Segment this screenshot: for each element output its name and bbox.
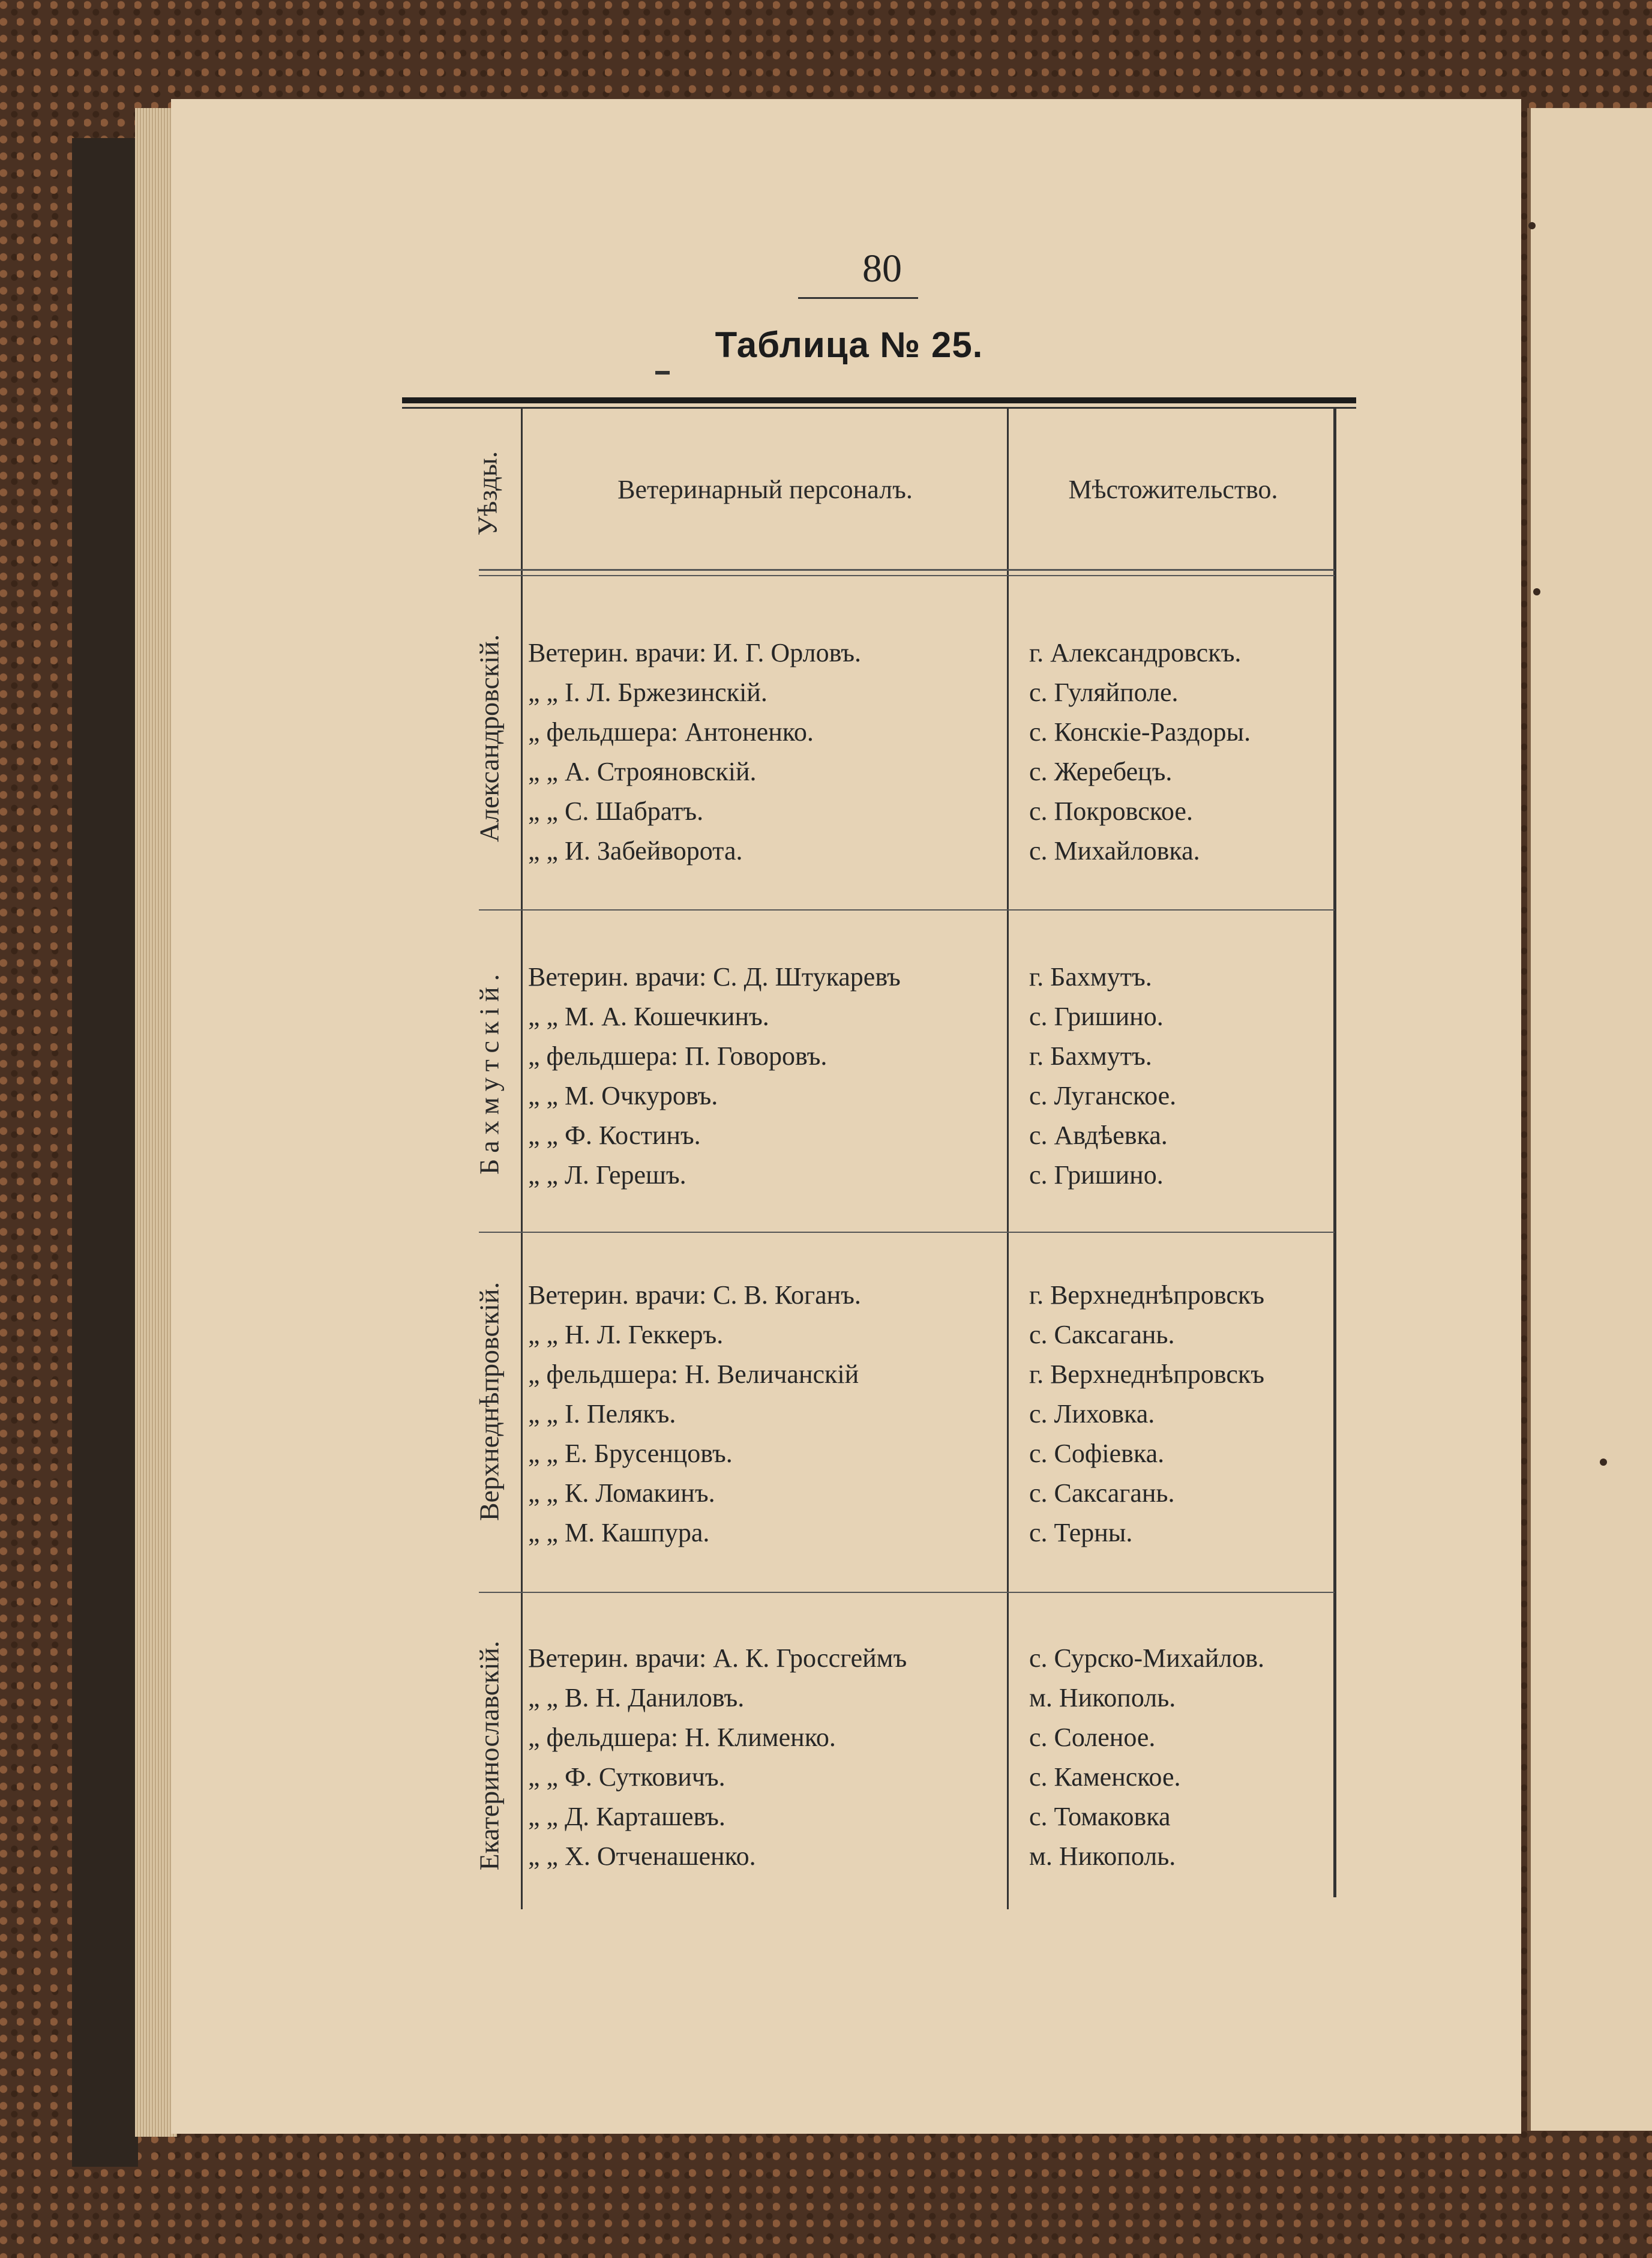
staff-entry: „ „ А. Строяновскій. bbox=[528, 757, 757, 786]
residence-entry: с. Луганское. bbox=[1029, 1081, 1177, 1110]
staff-list bbox=[528, 633, 1002, 871]
header-staff: Ветеринарный персоналъ. bbox=[617, 475, 913, 504]
table-title: Таблица № 25. bbox=[715, 325, 984, 365]
staff-entry: „ „ В. Н. Даниловъ. bbox=[528, 1683, 745, 1712]
staff-entry: „ „ М. Кашпура. bbox=[528, 1518, 710, 1547]
row-divider bbox=[479, 909, 1335, 911]
staff-entry: Ветерин. врачи: С. В. Коганъ. bbox=[528, 1280, 861, 1310]
residence-entry: г. Верхнеднѣпровскъ bbox=[1029, 1280, 1265, 1310]
staff-entry: „ „ М. Очкуровъ. bbox=[528, 1081, 718, 1110]
staff-list bbox=[528, 1639, 1002, 1876]
district-name: Верхнеднѣпровскій. bbox=[473, 1281, 505, 1522]
header-district: Уѣзды. bbox=[472, 451, 503, 536]
staff-entry: „ фельдшера: Н. Клименко. bbox=[528, 1723, 836, 1752]
residence-entry: с. Лиховка. bbox=[1029, 1399, 1155, 1429]
table-top-rule-thin bbox=[402, 407, 1356, 409]
staff-entry: „ „ Е. Брусенцовъ. bbox=[528, 1439, 733, 1468]
staff-entry: „ „ I. Пелякъ. bbox=[528, 1399, 676, 1429]
staff-entry: „ „ И. Забейворота. bbox=[528, 836, 743, 866]
header-residence: Мѣстожительство. bbox=[1068, 475, 1278, 504]
residence-entry: с. Томаковка bbox=[1029, 1802, 1171, 1831]
page-number-rule bbox=[798, 297, 918, 299]
page-mark bbox=[1600, 1459, 1607, 1466]
staff-list bbox=[528, 957, 1002, 1195]
staff-entry: „ „ Ф. Сутковичъ. bbox=[528, 1762, 725, 1792]
staff-entry: „ „ М. А. Кошечкинъ. bbox=[528, 1002, 769, 1031]
residence-list bbox=[1029, 1639, 1341, 1876]
residence-entry: г. Александровскъ. bbox=[1029, 638, 1242, 667]
staff-entry: „ фельдшера: Антоненко. bbox=[528, 717, 814, 747]
residence-entry: с. Софіевка. bbox=[1029, 1439, 1165, 1468]
residence-entry: с. Саксагань. bbox=[1029, 1478, 1175, 1508]
book-spine bbox=[72, 138, 138, 2167]
row-divider bbox=[479, 1592, 1335, 1593]
staff-entry: „ „ Х. Отченашенко. bbox=[528, 1841, 756, 1871]
column-divider bbox=[1007, 409, 1009, 1909]
staff-entry: „ „ Л. Герешъ. bbox=[528, 1160, 686, 1190]
residence-entry: г. Бахмутъ. bbox=[1029, 962, 1152, 992]
staff-entry: „ „ Ф. Костинъ. bbox=[528, 1121, 701, 1150]
staff-entry: „ „ С. Шабратъ. bbox=[528, 796, 704, 826]
page-mark bbox=[1528, 222, 1536, 229]
residence-list bbox=[1029, 633, 1341, 871]
residence-entry: с. Сурско-Михайлов. bbox=[1029, 1643, 1265, 1673]
residence-entry: г. Верхнеднѣпровскъ bbox=[1029, 1359, 1265, 1389]
district-name: Екатеринославскій. bbox=[473, 1640, 505, 1871]
page-number: 80 bbox=[862, 247, 902, 291]
district-name: Бахмутскій. bbox=[473, 968, 505, 1175]
residence-entry: г. Бахмутъ. bbox=[1029, 1041, 1152, 1071]
page-mark bbox=[1533, 588, 1540, 595]
staff-entry: Ветерин. врачи: А. К. Гроссгеймъ bbox=[528, 1643, 907, 1673]
residence-entry: с. Терны. bbox=[1029, 1518, 1133, 1547]
staff-list bbox=[528, 1275, 1002, 1553]
header-divider-thin bbox=[479, 575, 1335, 576]
staff-entry: „ фельдшера: П. Говоровъ. bbox=[528, 1041, 828, 1071]
facing-page bbox=[1527, 108, 1652, 2131]
staff-entry: Ветерин. врачи: С. Д. Штукаревъ bbox=[528, 962, 901, 992]
title-dash bbox=[655, 371, 670, 375]
residence-entry: с. Покровское. bbox=[1029, 796, 1193, 826]
residence-entry: с. Жеребецъ. bbox=[1029, 757, 1173, 786]
residence-entry: с. Соленое. bbox=[1029, 1723, 1156, 1752]
residence-entry: с. Каменское. bbox=[1029, 1762, 1181, 1792]
residence-entry: м. Никополь. bbox=[1029, 1841, 1176, 1871]
staff-entry: „ „ Д. Карташевъ. bbox=[528, 1802, 725, 1831]
staff-entry: „ „ Н. Л. Геккеръ. bbox=[528, 1320, 724, 1349]
staff-entry: „ фельдшера: Н. Величанскій bbox=[528, 1359, 859, 1389]
residence-entry: с. Гуляйполе. bbox=[1029, 678, 1179, 707]
staff-entry: Ветерин. врачи: И. Г. Орловъ. bbox=[528, 638, 862, 667]
residence-entry: с. Гришино. bbox=[1029, 1160, 1164, 1190]
residence-entry: с. Авдѣевка. bbox=[1029, 1121, 1168, 1150]
table-top-rule bbox=[402, 397, 1356, 403]
residence-entry: с. Гришино. bbox=[1029, 1002, 1164, 1031]
residence-list bbox=[1029, 957, 1341, 1195]
residence-entry: с. Конскіе-Раздоры. bbox=[1029, 717, 1251, 747]
residence-list bbox=[1029, 1275, 1341, 1553]
column-divider bbox=[521, 409, 523, 1909]
residence-entry: с. Михайловка. bbox=[1029, 836, 1200, 866]
residence-entry: с. Саксагань. bbox=[1029, 1320, 1175, 1349]
residence-entry: м. Никополь. bbox=[1029, 1683, 1176, 1712]
staff-entry: „ „ К. Ломакинъ. bbox=[528, 1478, 715, 1508]
row-divider bbox=[479, 1232, 1335, 1233]
district-name: Александровскій. bbox=[473, 634, 505, 843]
staff-entry: „ „ I. Л. Бржезинскій. bbox=[528, 678, 767, 707]
header-divider bbox=[479, 569, 1335, 571]
